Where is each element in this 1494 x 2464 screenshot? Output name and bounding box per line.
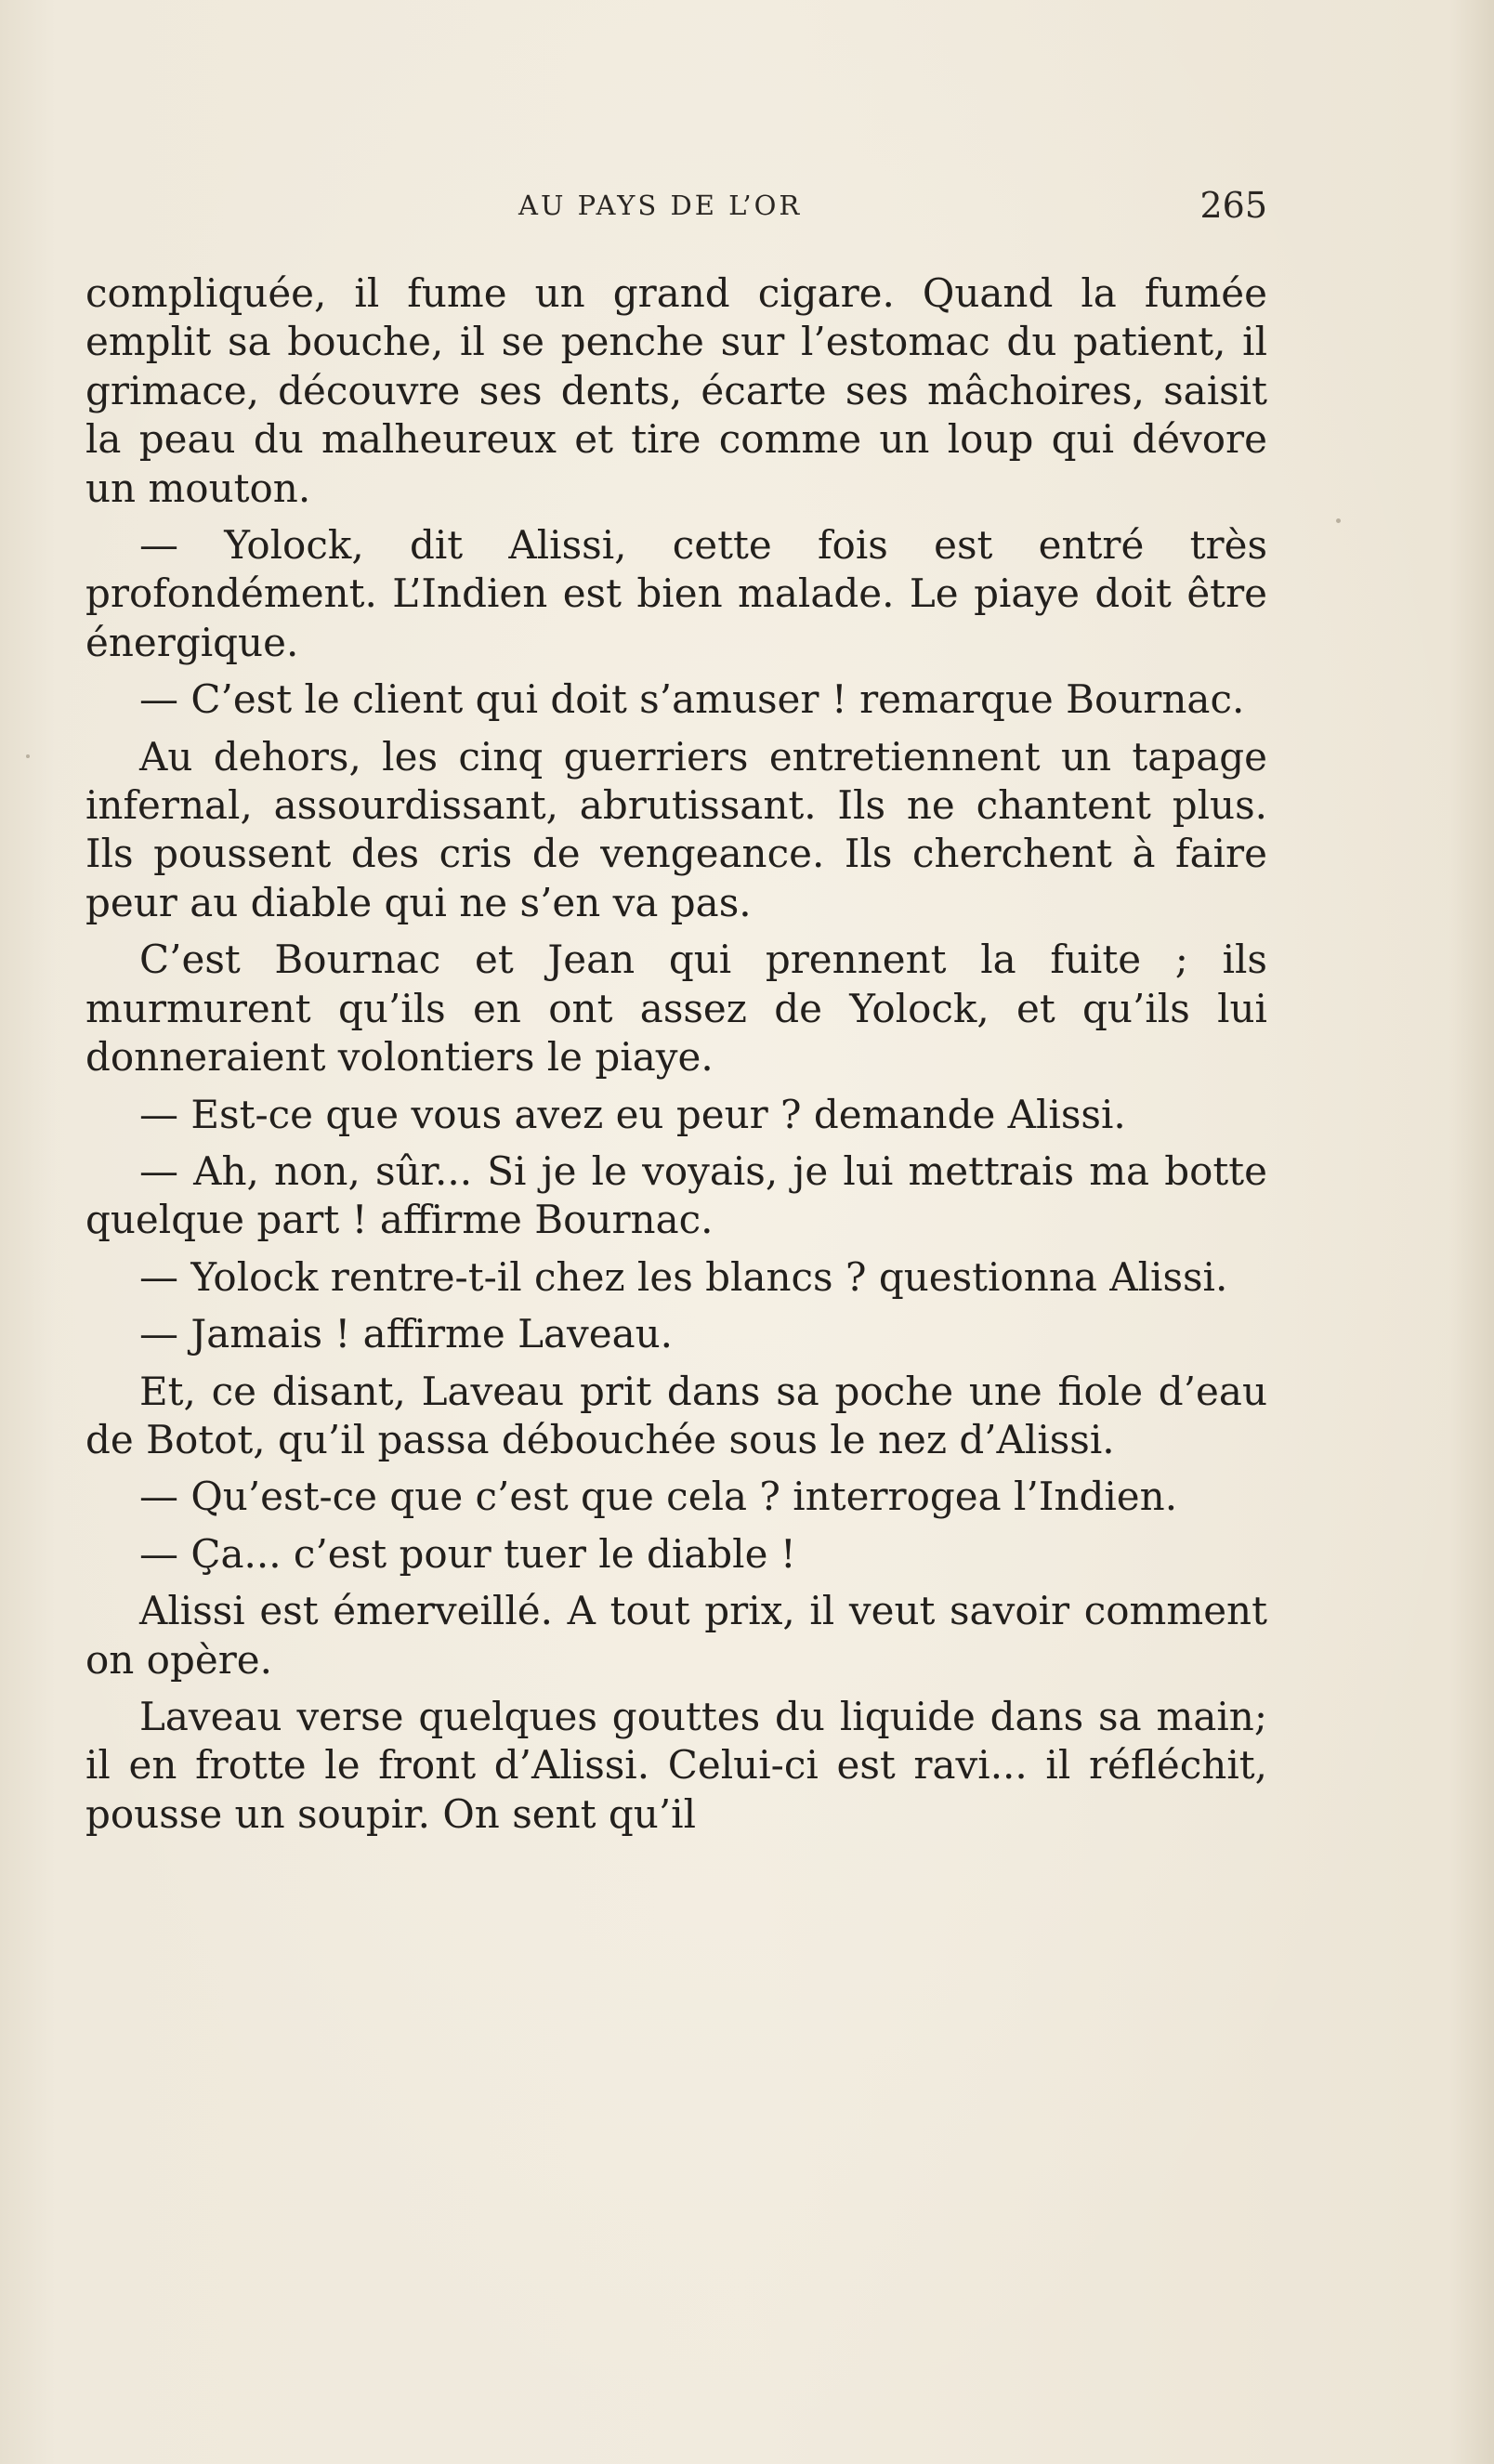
page-header bbox=[85, 182, 1267, 229]
paper-speck bbox=[26, 754, 30, 758]
running-title: AU PAYS DE L’OR bbox=[518, 190, 803, 221]
paragraph: Et, ce disant, Laveau prit dans sa poche une fiole d’eau de Botot, qu’il passa débouchée sous le nez d’Alissi. bbox=[85, 1368, 1267, 1462]
paragraph: Au dehors, les cinq guerriers entretiennent un tapage infernal, assourdissant, abrutissant. Ils ne chantent plus. Ils poussent des cris de vengeance. Ils cherchent à faire peur au diable qui ne s’en va pas. bbox=[85, 733, 1267, 925]
paragraph: compliquée, il fume un grand cigare. Quand la fumée emplit sa bouche, il se penche sur l’estomac du patient, il grimace, découvre ses dents, écarte ses mâchoires, saisit la peau du malheureux et tire comme un loup qui dévore un mouton. bbox=[85, 270, 1267, 511]
paragraph: C’est Bournac et Jean qui prennent la fuite ; ils murmurent qu’ils en ont assez de Yolock, et qu’ils lui donneraient volontiers le piaye. bbox=[85, 937, 1267, 1081]
paragraph: Alissi est émerveillé. A tout prix, il veut savoir comment on opère. bbox=[85, 1588, 1267, 1683]
body-text bbox=[85, 269, 1267, 1847]
paper-speck bbox=[1336, 518, 1341, 523]
paragraph: Laveau verse quelques gouttes du liquide dans sa main; il en frotte le front d’Alissi. Celui-ci est ravi... il réfléchit, pousse un soupir. On sent qu’il bbox=[85, 1693, 1267, 1837]
paragraph: — Jamais ! affirme Laveau. bbox=[139, 1311, 674, 1357]
page-number: 265 bbox=[1199, 185, 1267, 226]
paragraph: — Est-ce que vous avez eu peur ? demande Alissi. bbox=[139, 1091, 1126, 1137]
paragraph: — C’est le client qui doit s’amuser ! remarque Bournac. bbox=[139, 676, 1245, 723]
paragraph: — Yolock, dit Alissi, cette fois est entré très profondément. L’Indien est bien malade. Le piaye doit être énergique. bbox=[85, 522, 1267, 665]
paragraph: — Yolock rentre-t-il chez les blancs ? questionna Alissi. bbox=[139, 1253, 1228, 1300]
paragraph: — Qu’est-ce que c’est que cela ? interrogea l’Indien. bbox=[139, 1474, 1178, 1520]
paragraph: — Ah, non, sûr... Si je le voyais, je lui mettrais ma botte quelque part ! affirme Bournac. bbox=[85, 1147, 1267, 1243]
paragraph: — Ça... c’est pour tuer le diable ! bbox=[139, 1530, 796, 1577]
